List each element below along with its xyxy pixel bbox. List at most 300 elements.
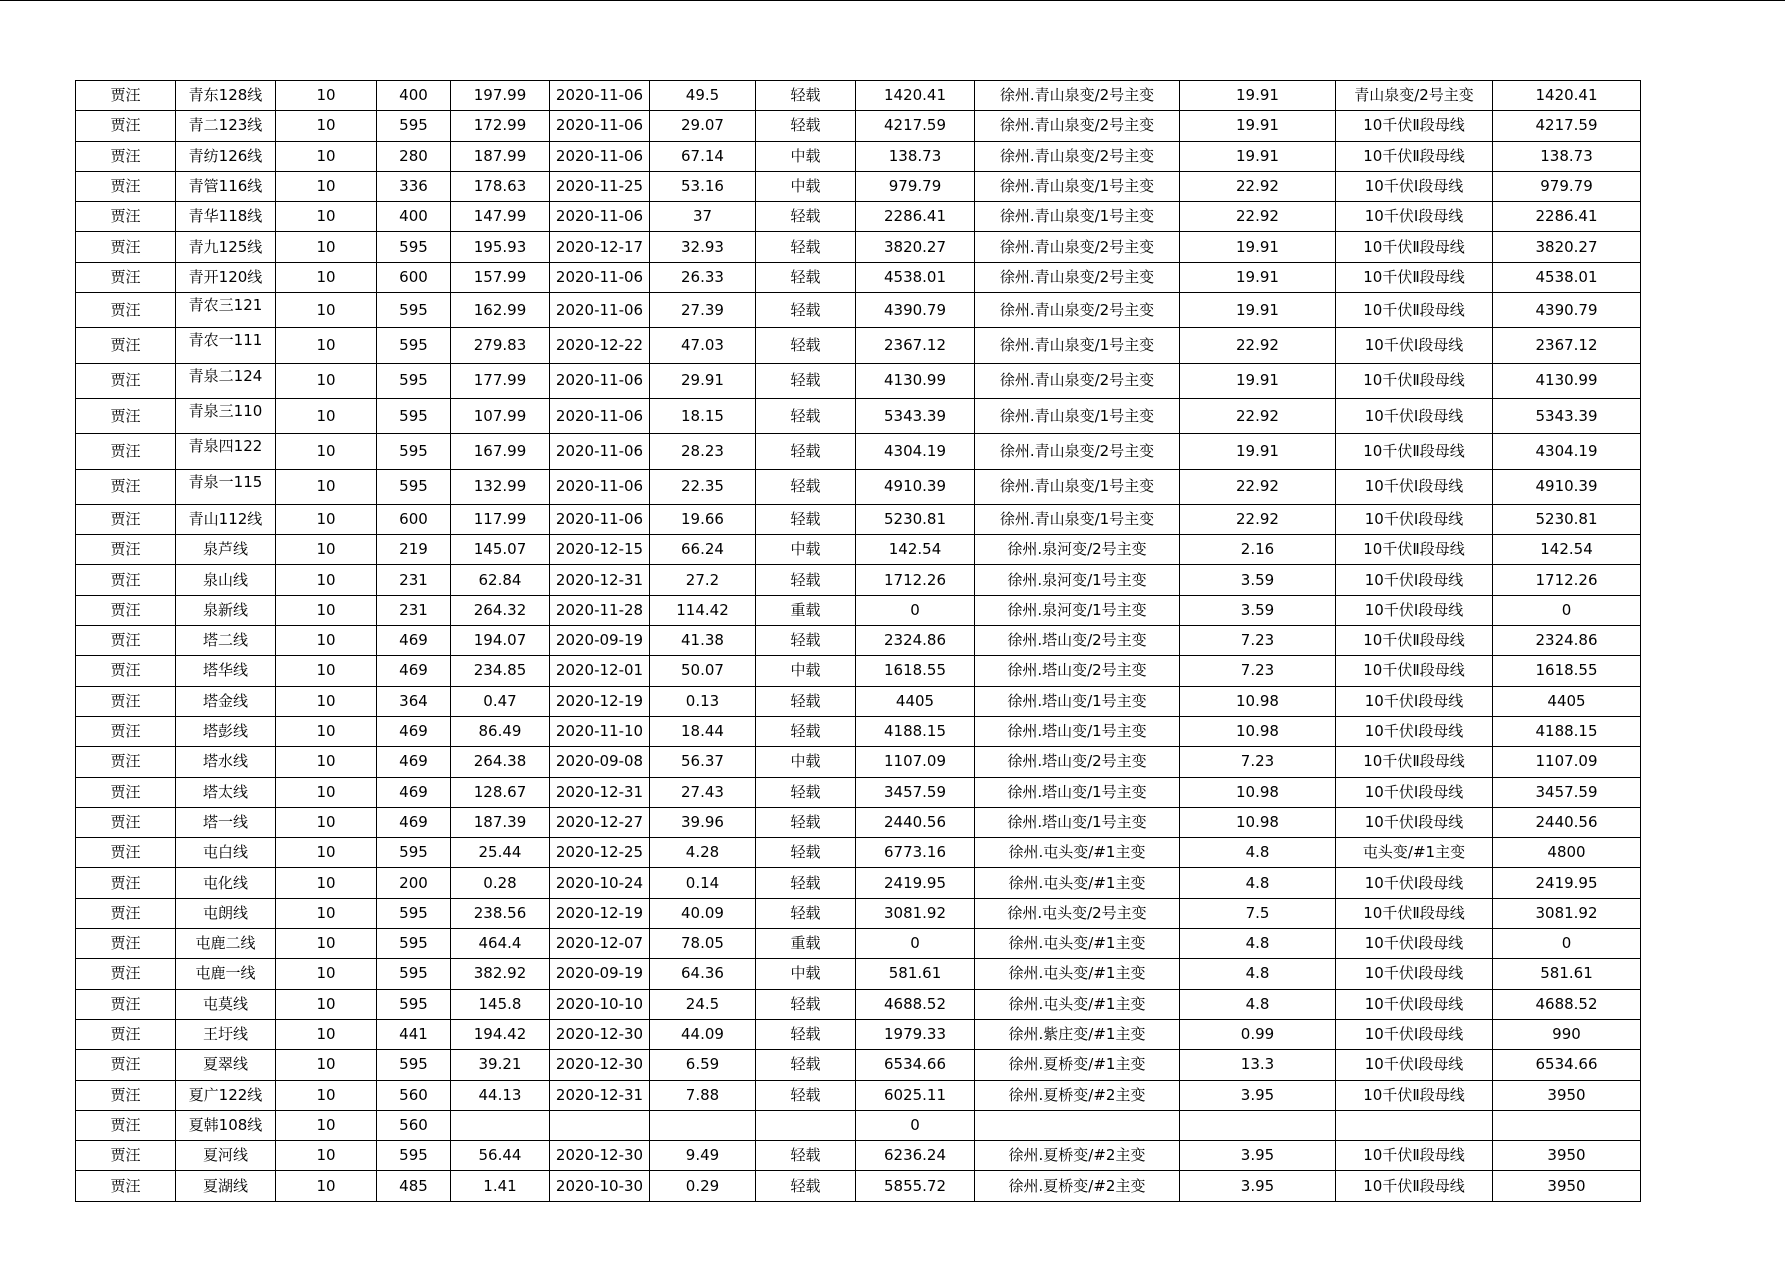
cell-load-date: 2020-12-30 bbox=[550, 1019, 650, 1049]
cell-available-capacity: 6773.16 bbox=[856, 838, 975, 868]
cell-transformer-margin: 22.92 bbox=[1180, 504, 1336, 534]
cell-load-rate: 56.37 bbox=[650, 747, 756, 777]
cell-district: 贾汪 bbox=[76, 202, 176, 232]
cell-transformer: 徐州.青山泉变/2号主变 bbox=[975, 293, 1180, 328]
cell-load-rate: 66.24 bbox=[650, 535, 756, 565]
cell-transformer-margin: 0.99 bbox=[1180, 1019, 1336, 1049]
cell-voltage: 10 bbox=[276, 989, 377, 1019]
cell-transformer: 徐州.泉河变/1号主变 bbox=[975, 595, 1180, 625]
cell-line-name: 夏湖线 bbox=[176, 1171, 276, 1201]
cell-transformer-margin: 3.95 bbox=[1180, 1141, 1336, 1171]
cell-district: 贾汪 bbox=[76, 656, 176, 686]
cell-line-name: 屯莫线 bbox=[176, 989, 276, 1019]
cell-transformer: 徐州.青山泉变/2号主变 bbox=[975, 111, 1180, 141]
cell-load-status: 轻载 bbox=[756, 807, 856, 837]
cell-voltage: 10 bbox=[276, 141, 377, 171]
cell-open-capacity: 3820.27 bbox=[1493, 232, 1641, 262]
cell-load-rate: 0.14 bbox=[650, 868, 756, 898]
cell-transformer-margin: 19.91 bbox=[1180, 81, 1336, 111]
cell-district: 贾汪 bbox=[76, 262, 176, 292]
cell-line-name: 屯朗线 bbox=[176, 898, 276, 928]
cell-district: 贾汪 bbox=[76, 716, 176, 746]
cell-bus-section: 10千伏Ⅱ段母线 bbox=[1336, 898, 1493, 928]
cell-line-name: 屯白线 bbox=[176, 838, 276, 868]
cell-voltage: 10 bbox=[276, 898, 377, 928]
table-row bbox=[76, 1050, 1641, 1080]
table-row bbox=[76, 328, 1641, 363]
cell-transformer bbox=[975, 1110, 1180, 1140]
cell-district: 贾汪 bbox=[76, 81, 176, 111]
cell-load-status: 轻载 bbox=[756, 1141, 856, 1171]
cell-load-status: 轻载 bbox=[756, 469, 856, 504]
cell-bus-section: 10千伏Ⅰ段母线 bbox=[1336, 989, 1493, 1019]
cell-transformer: 徐州.塔山变/1号主变 bbox=[975, 777, 1180, 807]
cell-load-status: 轻载 bbox=[756, 898, 856, 928]
cell-load-status: 中载 bbox=[756, 959, 856, 989]
cell-open-capacity: 5343.39 bbox=[1493, 398, 1641, 433]
cell-district: 贾汪 bbox=[76, 1080, 176, 1110]
cell-available-capacity: 5343.39 bbox=[856, 398, 975, 433]
cell-max-load: 0.28 bbox=[451, 868, 550, 898]
cell-load-status: 轻载 bbox=[756, 328, 856, 363]
table-row bbox=[76, 363, 1641, 398]
cell-transformer: 徐州.塔山变/2号主变 bbox=[975, 656, 1180, 686]
cell-transformer-margin: 4.8 bbox=[1180, 989, 1336, 1019]
cell-district: 贾汪 bbox=[76, 293, 176, 328]
cell-load-rate: 32.93 bbox=[650, 232, 756, 262]
cell-open-capacity: 0 bbox=[1493, 929, 1641, 959]
cell-line-name: 屯鹿一线 bbox=[176, 959, 276, 989]
cell-load-date: 2020-12-31 bbox=[550, 777, 650, 807]
cell-load-status: 中载 bbox=[756, 656, 856, 686]
cell-available-capacity: 0 bbox=[856, 929, 975, 959]
cell-max-load: 0.47 bbox=[451, 686, 550, 716]
cell-available-capacity: 1420.41 bbox=[856, 81, 975, 111]
cell-bus-section: 10千伏Ⅰ段母线 bbox=[1336, 595, 1493, 625]
cell-transformer-margin: 22.92 bbox=[1180, 171, 1336, 201]
cell-rated-capacity: 595 bbox=[377, 898, 451, 928]
cell-load-status: 轻载 bbox=[756, 1050, 856, 1080]
cell-line-name: 夏河线 bbox=[176, 1141, 276, 1171]
cell-voltage: 10 bbox=[276, 1110, 377, 1140]
cell-voltage: 10 bbox=[276, 111, 377, 141]
table-row bbox=[76, 504, 1641, 534]
cell-load-rate: 114.42 bbox=[650, 595, 756, 625]
cell-rated-capacity: 560 bbox=[377, 1110, 451, 1140]
table-row bbox=[76, 868, 1641, 898]
cell-line-name: 青农三121 bbox=[176, 293, 276, 328]
table-row bbox=[76, 1080, 1641, 1110]
cell-rated-capacity: 231 bbox=[377, 595, 451, 625]
cell-available-capacity: 2286.41 bbox=[856, 202, 975, 232]
cell-load-date: 2020-09-19 bbox=[550, 626, 650, 656]
table-row bbox=[76, 716, 1641, 746]
cell-load-rate: 27.43 bbox=[650, 777, 756, 807]
cell-max-load: 145.07 bbox=[451, 535, 550, 565]
cell-open-capacity: 2324.86 bbox=[1493, 626, 1641, 656]
table-row bbox=[76, 469, 1641, 504]
cell-rated-capacity: 469 bbox=[377, 626, 451, 656]
table-row bbox=[76, 1110, 1641, 1140]
cell-max-load: 162.99 bbox=[451, 293, 550, 328]
cell-bus-section: 10千伏Ⅱ段母线 bbox=[1336, 1141, 1493, 1171]
cell-voltage: 10 bbox=[276, 1050, 377, 1080]
cell-load-rate: 41.38 bbox=[650, 626, 756, 656]
cell-bus-section: 10千伏Ⅱ段母线 bbox=[1336, 111, 1493, 141]
cell-open-capacity: 3457.59 bbox=[1493, 777, 1641, 807]
cell-transformer: 徐州.泉河变/1号主变 bbox=[975, 565, 1180, 595]
cell-load-rate: 53.16 bbox=[650, 171, 756, 201]
cell-load-status: 轻载 bbox=[756, 838, 856, 868]
cell-open-capacity: 142.54 bbox=[1493, 535, 1641, 565]
cell-transformer: 徐州.夏桥变/#2主变 bbox=[975, 1141, 1180, 1171]
cell-transformer-margin: 3.95 bbox=[1180, 1080, 1336, 1110]
cell-available-capacity: 0 bbox=[856, 1110, 975, 1140]
cell-open-capacity: 4217.59 bbox=[1493, 111, 1641, 141]
cell-load-status: 轻载 bbox=[756, 81, 856, 111]
cell-max-load: 62.84 bbox=[451, 565, 550, 595]
cell-max-load: 39.21 bbox=[451, 1050, 550, 1080]
cell-load-date: 2020-11-06 bbox=[550, 434, 650, 469]
cell-load-date: 2020-12-07 bbox=[550, 929, 650, 959]
cell-max-load bbox=[451, 1110, 550, 1140]
cell-line-name: 青开120线 bbox=[176, 262, 276, 292]
cell-transformer-margin: 7.23 bbox=[1180, 747, 1336, 777]
spreadsheet-page bbox=[75, 80, 1641, 1202]
cell-load-status: 轻载 bbox=[756, 1171, 856, 1201]
cell-open-capacity: 3081.92 bbox=[1493, 898, 1641, 928]
cell-bus-section: 10千伏Ⅰ段母线 bbox=[1336, 504, 1493, 534]
cell-load-status: 轻载 bbox=[756, 565, 856, 595]
cell-line-name: 塔二线 bbox=[176, 626, 276, 656]
cell-transformer: 徐州.青山泉变/2号主变 bbox=[975, 141, 1180, 171]
cell-load-date: 2020-11-06 bbox=[550, 111, 650, 141]
cell-line-name: 屯鹿二线 bbox=[176, 929, 276, 959]
cell-district: 贾汪 bbox=[76, 1110, 176, 1140]
cell-bus-section: 10千伏Ⅱ段母线 bbox=[1336, 747, 1493, 777]
cell-open-capacity: 4538.01 bbox=[1493, 262, 1641, 292]
cell-available-capacity: 4217.59 bbox=[856, 111, 975, 141]
cell-voltage: 10 bbox=[276, 293, 377, 328]
cell-load-rate: 49.5 bbox=[650, 81, 756, 111]
cell-transformer: 徐州.青山泉变/2号主变 bbox=[975, 434, 1180, 469]
cell-available-capacity: 0 bbox=[856, 595, 975, 625]
cell-available-capacity: 4538.01 bbox=[856, 262, 975, 292]
cell-line-name: 泉芦线 bbox=[176, 535, 276, 565]
cell-bus-section: 10千伏Ⅰ段母线 bbox=[1336, 777, 1493, 807]
cell-open-capacity: 4405 bbox=[1493, 686, 1641, 716]
cell-voltage: 10 bbox=[276, 171, 377, 201]
cell-transformer: 徐州.夏桥变/#1主变 bbox=[975, 1050, 1180, 1080]
cell-voltage: 10 bbox=[276, 1080, 377, 1110]
cell-voltage: 10 bbox=[276, 363, 377, 398]
cell-district: 贾汪 bbox=[76, 1141, 176, 1171]
cell-district: 贾汪 bbox=[76, 1050, 176, 1080]
cell-transformer: 徐州.青山泉变/2号主变 bbox=[975, 232, 1180, 262]
cell-load-rate: 28.23 bbox=[650, 434, 756, 469]
table-row bbox=[76, 232, 1641, 262]
cell-voltage: 10 bbox=[276, 656, 377, 686]
cell-open-capacity: 1618.55 bbox=[1493, 656, 1641, 686]
cell-voltage: 10 bbox=[276, 504, 377, 534]
cell-open-capacity: 138.73 bbox=[1493, 141, 1641, 171]
cell-load-date: 2020-12-19 bbox=[550, 898, 650, 928]
cell-available-capacity: 3457.59 bbox=[856, 777, 975, 807]
feeder-load-table bbox=[75, 80, 1641, 1202]
cell-district: 贾汪 bbox=[76, 1171, 176, 1201]
cell-load-status: 重载 bbox=[756, 929, 856, 959]
cell-bus-section: 10千伏Ⅰ段母线 bbox=[1336, 868, 1493, 898]
table-row bbox=[76, 989, 1641, 1019]
cell-transformer-margin: 10.98 bbox=[1180, 686, 1336, 716]
table-row bbox=[76, 595, 1641, 625]
cell-transformer-margin: 7.23 bbox=[1180, 626, 1336, 656]
cell-voltage: 10 bbox=[276, 1171, 377, 1201]
cell-voltage: 10 bbox=[276, 686, 377, 716]
cell-rated-capacity: 595 bbox=[377, 929, 451, 959]
cell-transformer: 徐州.塔山变/1号主变 bbox=[975, 686, 1180, 716]
cell-max-load: 25.44 bbox=[451, 838, 550, 868]
cell-load-status: 轻载 bbox=[756, 868, 856, 898]
cell-max-load: 44.13 bbox=[451, 1080, 550, 1110]
cell-load-date: 2020-11-06 bbox=[550, 504, 650, 534]
cell-max-load: 178.63 bbox=[451, 171, 550, 201]
cell-bus-section: 10千伏Ⅱ段母线 bbox=[1336, 1171, 1493, 1201]
cell-load-rate: 50.07 bbox=[650, 656, 756, 686]
cell-max-load: 464.4 bbox=[451, 929, 550, 959]
cell-max-load: 234.85 bbox=[451, 656, 550, 686]
cell-rated-capacity: 595 bbox=[377, 959, 451, 989]
cell-transformer: 徐州.塔山变/2号主变 bbox=[975, 747, 1180, 777]
cell-bus-section: 10千伏Ⅱ段母线 bbox=[1336, 293, 1493, 328]
cell-transformer-margin: 19.91 bbox=[1180, 434, 1336, 469]
cell-rated-capacity: 600 bbox=[377, 262, 451, 292]
cell-transformer: 徐州.屯头变/#1主变 bbox=[975, 989, 1180, 1019]
cell-district: 贾汪 bbox=[76, 777, 176, 807]
cell-available-capacity: 4688.52 bbox=[856, 989, 975, 1019]
cell-bus-section: 10千伏Ⅰ段母线 bbox=[1336, 686, 1493, 716]
cell-open-capacity: 979.79 bbox=[1493, 171, 1641, 201]
cell-max-load: 147.99 bbox=[451, 202, 550, 232]
cell-max-load: 238.56 bbox=[451, 898, 550, 928]
cell-max-load: 167.99 bbox=[451, 434, 550, 469]
cell-available-capacity: 6534.66 bbox=[856, 1050, 975, 1080]
cell-max-load: 172.99 bbox=[451, 111, 550, 141]
table-row bbox=[76, 535, 1641, 565]
cell-load-date: 2020-12-31 bbox=[550, 565, 650, 595]
table-row bbox=[76, 1019, 1641, 1049]
cell-rated-capacity: 469 bbox=[377, 777, 451, 807]
cell-load-date: 2020-12-22 bbox=[550, 328, 650, 363]
cell-voltage: 10 bbox=[276, 807, 377, 837]
cell-load-date: 2020-12-01 bbox=[550, 656, 650, 686]
cell-transformer-margin: 22.92 bbox=[1180, 328, 1336, 363]
cell-transformer: 徐州.夏桥变/#2主变 bbox=[975, 1080, 1180, 1110]
cell-open-capacity: 4800 bbox=[1493, 838, 1641, 868]
cell-district: 贾汪 bbox=[76, 363, 176, 398]
cell-line-name: 青泉一115 bbox=[176, 469, 276, 504]
cell-rated-capacity: 595 bbox=[377, 989, 451, 1019]
cell-load-status: 中载 bbox=[756, 141, 856, 171]
cell-transformer: 徐州.塔山变/1号主变 bbox=[975, 716, 1180, 746]
cell-available-capacity: 2440.56 bbox=[856, 807, 975, 837]
cell-voltage: 10 bbox=[276, 595, 377, 625]
cell-load-date: 2020-11-28 bbox=[550, 595, 650, 625]
cell-load-date bbox=[550, 1110, 650, 1140]
table-row bbox=[76, 434, 1641, 469]
cell-load-date: 2020-11-06 bbox=[550, 398, 650, 433]
cell-transformer: 徐州.青山泉变/1号主变 bbox=[975, 469, 1180, 504]
cell-rated-capacity: 400 bbox=[377, 202, 451, 232]
cell-rated-capacity: 469 bbox=[377, 716, 451, 746]
table-row bbox=[76, 959, 1641, 989]
cell-voltage: 10 bbox=[276, 777, 377, 807]
cell-transformer-margin: 4.8 bbox=[1180, 838, 1336, 868]
cell-transformer-margin: 7.23 bbox=[1180, 656, 1336, 686]
cell-available-capacity: 979.79 bbox=[856, 171, 975, 201]
cell-district: 贾汪 bbox=[76, 807, 176, 837]
cell-transformer: 徐州.泉河变/2号主变 bbox=[975, 535, 1180, 565]
cell-line-name: 屯化线 bbox=[176, 868, 276, 898]
cell-rated-capacity: 595 bbox=[377, 328, 451, 363]
cell-load-date: 2020-11-10 bbox=[550, 716, 650, 746]
cell-bus-section: 10千伏Ⅰ段母线 bbox=[1336, 202, 1493, 232]
cell-load-status: 轻载 bbox=[756, 686, 856, 716]
cell-rated-capacity: 595 bbox=[377, 232, 451, 262]
cell-max-load: 177.99 bbox=[451, 363, 550, 398]
cell-available-capacity: 3820.27 bbox=[856, 232, 975, 262]
cell-load-rate: 27.2 bbox=[650, 565, 756, 595]
cell-max-load: 194.42 bbox=[451, 1019, 550, 1049]
cell-open-capacity: 4910.39 bbox=[1493, 469, 1641, 504]
cell-district: 贾汪 bbox=[76, 535, 176, 565]
cell-transformer-margin: 19.91 bbox=[1180, 232, 1336, 262]
cell-bus-section: 10千伏Ⅱ段母线 bbox=[1336, 434, 1493, 469]
page-top-border bbox=[0, 0, 1785, 1]
cell-bus-section: 10千伏Ⅰ段母线 bbox=[1336, 565, 1493, 595]
cell-line-name: 青泉四122 bbox=[176, 434, 276, 469]
cell-max-load: 187.99 bbox=[451, 141, 550, 171]
cell-transformer: 徐州.屯头变/2号主变 bbox=[975, 898, 1180, 928]
cell-available-capacity: 1979.33 bbox=[856, 1019, 975, 1049]
cell-district: 贾汪 bbox=[76, 989, 176, 1019]
cell-max-load: 195.93 bbox=[451, 232, 550, 262]
cell-rated-capacity: 595 bbox=[377, 469, 451, 504]
cell-rated-capacity: 595 bbox=[377, 434, 451, 469]
cell-load-date: 2020-10-10 bbox=[550, 989, 650, 1019]
cell-available-capacity: 2324.86 bbox=[856, 626, 975, 656]
cell-line-name: 青二123线 bbox=[176, 111, 276, 141]
cell-rated-capacity: 400 bbox=[377, 81, 451, 111]
cell-line-name: 夏韩108线 bbox=[176, 1110, 276, 1140]
cell-open-capacity: 1107.09 bbox=[1493, 747, 1641, 777]
table-row bbox=[76, 293, 1641, 328]
cell-open-capacity: 2286.41 bbox=[1493, 202, 1641, 232]
cell-max-load: 132.99 bbox=[451, 469, 550, 504]
cell-district: 贾汪 bbox=[76, 838, 176, 868]
cell-load-status: 轻载 bbox=[756, 626, 856, 656]
cell-max-load: 194.07 bbox=[451, 626, 550, 656]
cell-voltage: 10 bbox=[276, 469, 377, 504]
cell-district: 贾汪 bbox=[76, 686, 176, 716]
cell-transformer-margin: 3.59 bbox=[1180, 565, 1336, 595]
cell-line-name: 泉山线 bbox=[176, 565, 276, 595]
cell-load-date: 2020-12-19 bbox=[550, 686, 650, 716]
cell-transformer-margin: 10.98 bbox=[1180, 807, 1336, 837]
table-row bbox=[76, 747, 1641, 777]
cell-transformer-margin: 4.8 bbox=[1180, 959, 1336, 989]
cell-transformer-margin: 7.5 bbox=[1180, 898, 1336, 928]
cell-line-name: 塔华线 bbox=[176, 656, 276, 686]
cell-available-capacity: 1712.26 bbox=[856, 565, 975, 595]
cell-max-load: 279.83 bbox=[451, 328, 550, 363]
cell-transformer-margin: 4.8 bbox=[1180, 929, 1336, 959]
cell-bus-section: 屯头变/#1主变 bbox=[1336, 838, 1493, 868]
cell-load-date: 2020-12-30 bbox=[550, 1050, 650, 1080]
cell-line-name: 青山112线 bbox=[176, 504, 276, 534]
cell-load-status: 轻载 bbox=[756, 716, 856, 746]
cell-bus-section: 10千伏Ⅰ段母线 bbox=[1336, 469, 1493, 504]
cell-transformer: 徐州.塔山变/2号主变 bbox=[975, 626, 1180, 656]
cell-district: 贾汪 bbox=[76, 171, 176, 201]
cell-load-date: 2020-10-24 bbox=[550, 868, 650, 898]
cell-bus-section: 10千伏Ⅰ段母线 bbox=[1336, 959, 1493, 989]
table-row bbox=[76, 565, 1641, 595]
cell-max-load: 264.38 bbox=[451, 747, 550, 777]
cell-voltage: 10 bbox=[276, 328, 377, 363]
cell-bus-section: 10千伏Ⅱ段母线 bbox=[1336, 535, 1493, 565]
cell-load-status: 轻载 bbox=[756, 262, 856, 292]
cell-open-capacity: 4304.19 bbox=[1493, 434, 1641, 469]
cell-load-rate: 27.39 bbox=[650, 293, 756, 328]
cell-transformer-margin: 4.8 bbox=[1180, 868, 1336, 898]
cell-load-rate: 19.66 bbox=[650, 504, 756, 534]
cell-line-name: 青农一111 bbox=[176, 328, 276, 363]
cell-bus-section: 10千伏Ⅰ段母线 bbox=[1336, 1050, 1493, 1080]
table-row bbox=[76, 262, 1641, 292]
cell-load-date: 2020-11-25 bbox=[550, 171, 650, 201]
cell-transformer: 徐州.夏桥变/#2主变 bbox=[975, 1171, 1180, 1201]
cell-open-capacity: 3950 bbox=[1493, 1171, 1641, 1201]
cell-transformer: 徐州.塔山变/1号主变 bbox=[975, 807, 1180, 837]
cell-rated-capacity: 336 bbox=[377, 171, 451, 201]
cell-load-rate: 18.44 bbox=[650, 716, 756, 746]
cell-bus-section: 10千伏Ⅱ段母线 bbox=[1336, 232, 1493, 262]
cell-district: 贾汪 bbox=[76, 626, 176, 656]
cell-district: 贾汪 bbox=[76, 959, 176, 989]
cell-load-status: 轻载 bbox=[756, 989, 856, 1019]
cell-load-rate: 7.88 bbox=[650, 1080, 756, 1110]
cell-transformer: 徐州.青山泉变/1号主变 bbox=[975, 504, 1180, 534]
cell-available-capacity: 6025.11 bbox=[856, 1080, 975, 1110]
cell-load-rate: 26.33 bbox=[650, 262, 756, 292]
cell-voltage: 10 bbox=[276, 434, 377, 469]
cell-open-capacity: 1712.26 bbox=[1493, 565, 1641, 595]
cell-available-capacity: 5230.81 bbox=[856, 504, 975, 534]
cell-load-date: 2020-12-25 bbox=[550, 838, 650, 868]
cell-load-date: 2020-12-27 bbox=[550, 807, 650, 837]
cell-open-capacity: 0 bbox=[1493, 595, 1641, 625]
cell-voltage: 10 bbox=[276, 1141, 377, 1171]
cell-voltage: 10 bbox=[276, 716, 377, 746]
cell-available-capacity: 138.73 bbox=[856, 141, 975, 171]
cell-load-rate: 9.49 bbox=[650, 1141, 756, 1171]
cell-voltage: 10 bbox=[276, 81, 377, 111]
cell-transformer: 徐州.青山泉变/2号主变 bbox=[975, 262, 1180, 292]
cell-load-rate: 40.09 bbox=[650, 898, 756, 928]
table-row bbox=[76, 929, 1641, 959]
cell-bus-section: 10千伏Ⅱ段母线 bbox=[1336, 1080, 1493, 1110]
